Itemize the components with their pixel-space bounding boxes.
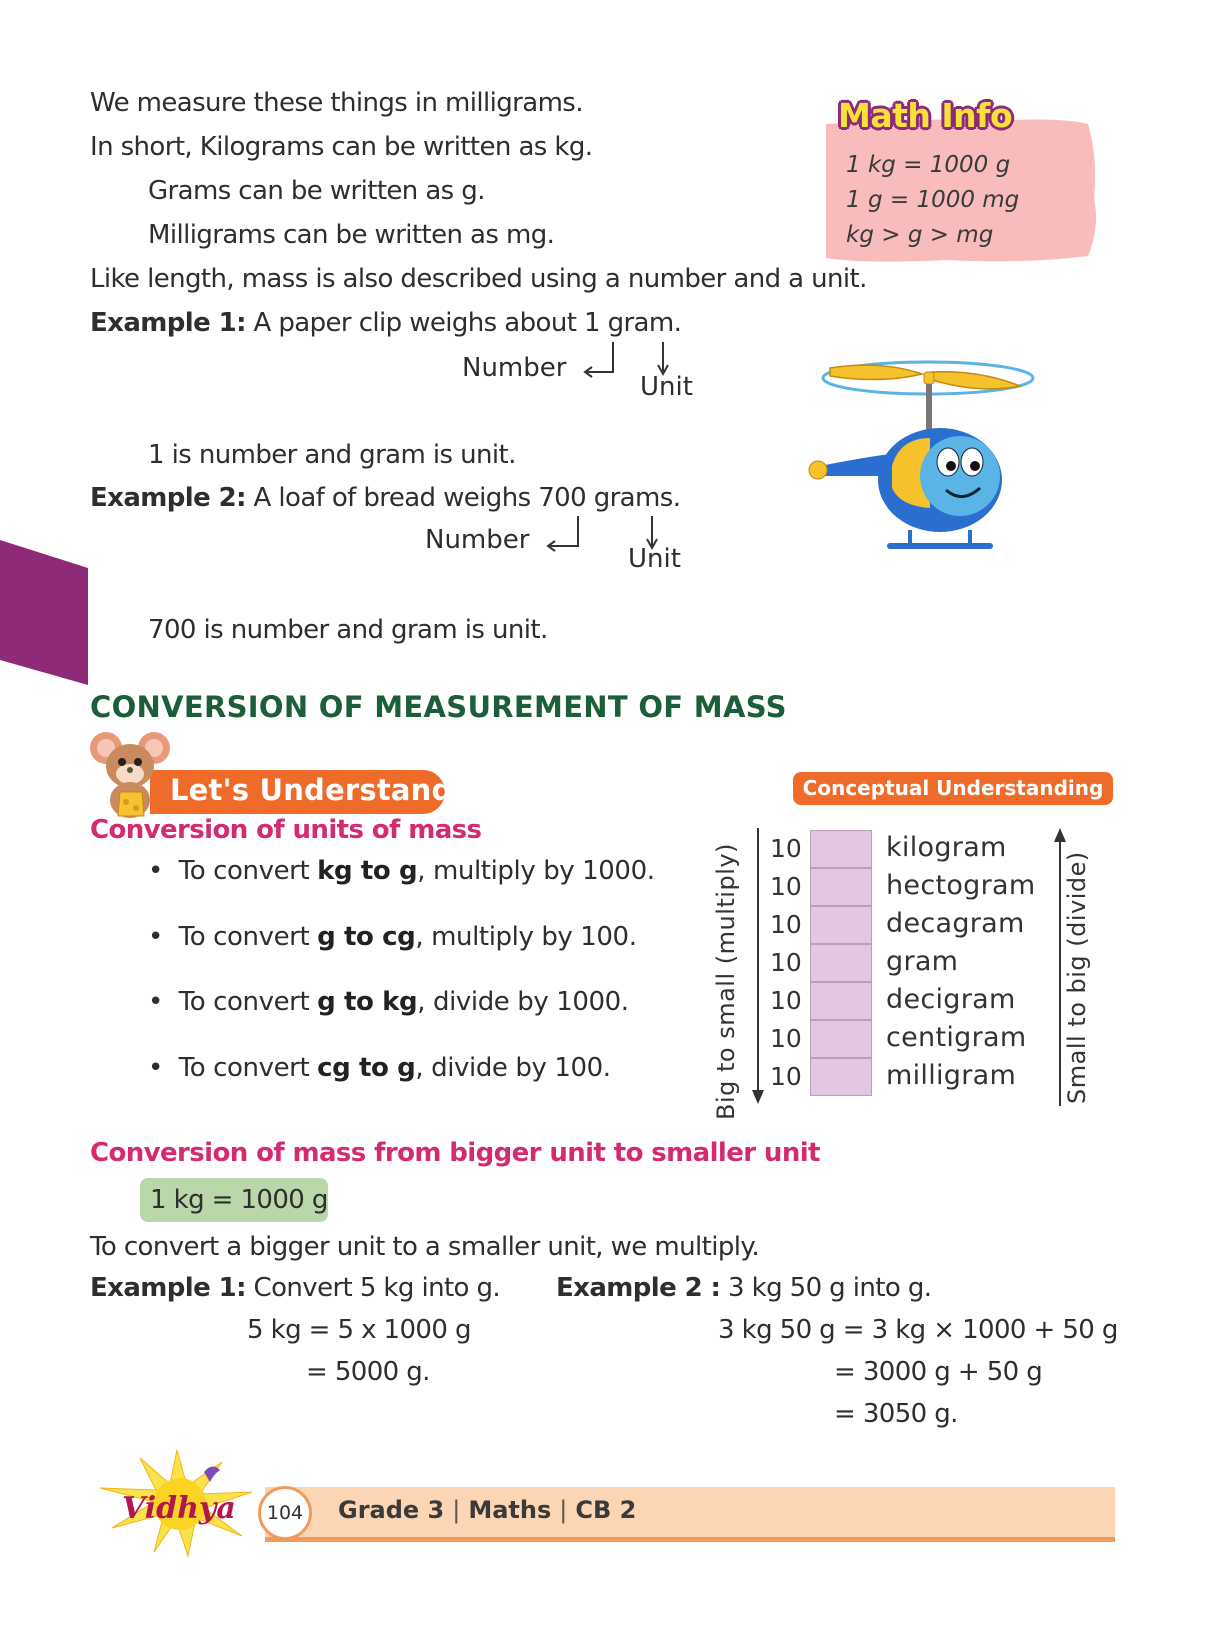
bullet-bold: g to kg: [317, 987, 418, 1017]
ladder-unit: decigram: [886, 984, 1016, 1015]
intro-line-5: Like length, mass is also described using a number and a unit.: [90, 264, 867, 294]
example2-unit-tag: Unit: [628, 544, 681, 574]
conv-example2-text: 3 kg 50 g into g.: [728, 1273, 932, 1303]
ladder-unit: gram: [886, 946, 959, 977]
conv-example2-line: [556, 1273, 931, 1303]
ladder-factor: 10: [770, 986, 802, 1015]
ladder-unit: decagram: [886, 908, 1025, 939]
conv-example2-step2: = 3000 g + 50 g: [834, 1357, 1043, 1387]
footer-grade: Grade 3: [338, 1496, 445, 1524]
big-to-small-label: Big to small (multiply): [712, 843, 740, 1120]
intro-line-2: In short, Kilograms can be written as kg.: [90, 132, 593, 162]
example2-label: Example 2:: [90, 483, 246, 513]
ladder-cell: [810, 906, 872, 944]
lets-understand-label: Let's Understand: [170, 773, 453, 807]
footer-text: [338, 1496, 636, 1524]
ladder-cell: [810, 830, 872, 868]
example2-number-tag: Number: [425, 525, 530, 555]
math-info-line-3: kg > g > mg: [846, 222, 994, 248]
ladder-factor: 10: [770, 1062, 802, 1091]
ladder-cell: [810, 1020, 872, 1058]
example1-explanation: 1 is number and gram is unit.: [148, 440, 516, 470]
conversion-bullet: [148, 922, 637, 952]
example2-explanation: 700 is number and gram is unit.: [148, 615, 548, 645]
helicopter-illustration: [800, 358, 1040, 573]
bullet-bold: g to cg: [317, 922, 416, 952]
bullet-dot: •: [148, 1053, 179, 1083]
bullet-post: , divide by 100.: [415, 1053, 611, 1083]
footer-separator: |: [559, 1496, 568, 1524]
logo-text: Vidhya: [122, 1491, 236, 1526]
down-arrow: [748, 828, 768, 1110]
bullet-dot: •: [148, 856, 179, 886]
ladder-cell: [810, 868, 872, 906]
example1-text: A paper clip weighs about 1 gram.: [253, 308, 682, 338]
intro-line-3: Grams can be written as g.: [148, 176, 485, 206]
conversion-units-heading: Conversion of units of mass: [90, 815, 482, 845]
conv-example2-step1: 3 kg 50 g = 3 kg × 1000 + 50 g: [718, 1315, 1118, 1345]
bullet-dot: •: [148, 987, 179, 1017]
bigger-to-smaller-heading: Conversion of mass from bigger unit to smaller unit: [90, 1138, 820, 1168]
math-info-title: Math Info: [838, 96, 1013, 135]
example2-line: [90, 483, 680, 513]
conv-example1-label: Example 1:: [90, 1273, 246, 1303]
ladder-unit: centigram: [886, 1022, 1027, 1053]
ladder-factor: 10: [770, 1024, 802, 1053]
ladder-unit: milligram: [886, 1060, 1017, 1091]
example1-unit-tag: Unit: [640, 372, 693, 402]
ladder-unit: kilogram: [886, 832, 1007, 863]
conversion-bullet: [148, 856, 655, 886]
vidhya-logo-icon: [92, 1448, 262, 1558]
example2-text: A loaf of bread weighs 700 grams.: [253, 483, 681, 513]
conversion-rule: To convert a bigger unit to a smaller unit, we multiply.: [90, 1232, 760, 1262]
conv-example2-step3: = 3050 g.: [834, 1399, 958, 1429]
bullet-dot: •: [148, 922, 179, 952]
bullet-post: , multiply by 100.: [415, 922, 637, 952]
bullet-post: , divide by 1000.: [417, 987, 629, 1017]
ladder-factor: 10: [770, 948, 802, 977]
conv-example2-label: Example 2 :: [556, 1273, 721, 1303]
bullet-bold: cg to g: [317, 1053, 416, 1083]
footer-bar-line: [265, 1537, 1115, 1542]
ladder-cell: [810, 982, 872, 1020]
conversion-bullet: [148, 1053, 611, 1083]
ladder-unit: hectogram: [886, 870, 1036, 901]
bullet-post: , multiply by 1000.: [417, 856, 655, 886]
footer-book: CB 2: [575, 1496, 637, 1524]
highlight-formula: 1 kg = 1000 g: [150, 1185, 328, 1215]
page-number: 104: [258, 1486, 312, 1540]
ladder-factor: 10: [770, 872, 802, 901]
bullet-pre: To convert: [178, 856, 318, 886]
footer-subject: Maths: [468, 1496, 552, 1524]
math-info-line-1: 1 kg = 1000 g: [846, 152, 1011, 178]
conversion-bullet: [148, 987, 629, 1017]
ladder-cell: [810, 944, 872, 982]
intro-line-1: We measure these things in milligrams.: [90, 88, 583, 118]
conv-example1-line: [90, 1273, 500, 1303]
footer-separator: |: [452, 1496, 461, 1524]
conv-example1-step1: 5 kg = 5 x 1000 g: [247, 1315, 471, 1345]
conceptual-understanding-badge: Conceptual Understanding: [793, 772, 1113, 805]
side-tab: [0, 540, 88, 685]
bullet-pre: To convert: [178, 987, 318, 1017]
bullet-pre: To convert: [178, 922, 318, 952]
ladder-factor: 10: [770, 834, 802, 863]
conv-example1-text: Convert 5 kg into g.: [253, 1273, 501, 1303]
example1-arrows: [580, 338, 670, 388]
intro-line-4: Milligrams can be written as mg.: [148, 220, 555, 250]
example1-label: Example 1:: [90, 308, 246, 338]
conv-example1-step2: = 5000 g.: [306, 1357, 430, 1387]
bullet-pre: To convert: [178, 1053, 318, 1083]
ladder-cell: [810, 1058, 872, 1096]
small-to-big-label: Small to big (divide): [1063, 851, 1091, 1104]
mouse-icon: [88, 730, 178, 822]
example2-arrows: [540, 512, 660, 562]
example1-line: [90, 308, 681, 338]
math-info-line-2: 1 g = 1000 mg: [846, 187, 1020, 213]
example1-number-tag: Number: [462, 353, 567, 383]
ladder-factor: 10: [770, 910, 802, 939]
bullet-bold: kg to g: [317, 856, 418, 886]
section-heading: CONVERSION OF MEASUREMENT OF MASS: [90, 690, 787, 724]
